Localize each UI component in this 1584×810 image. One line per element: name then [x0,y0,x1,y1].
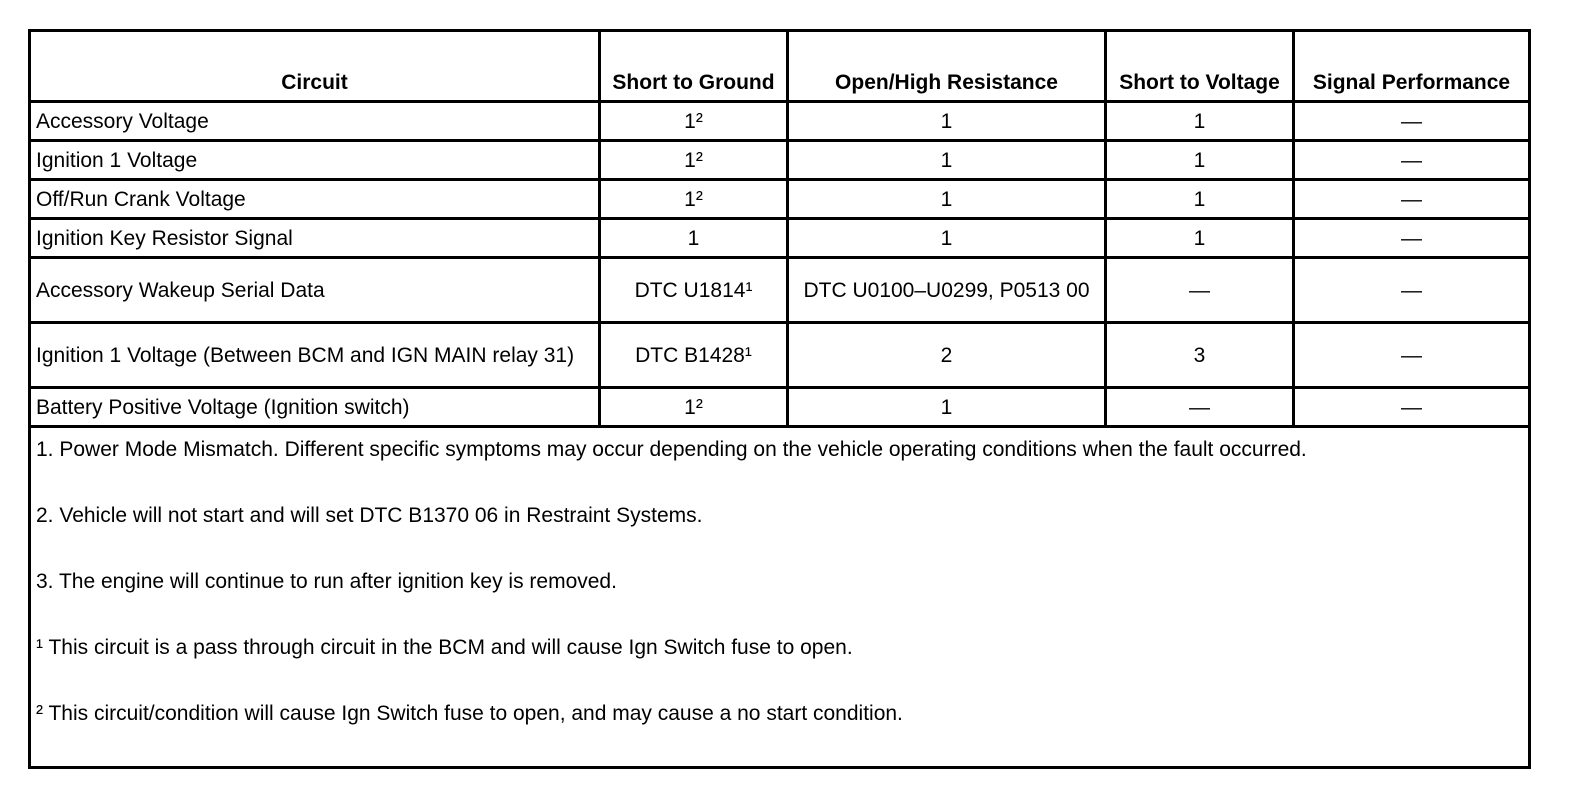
table-row [30,388,1530,427]
table-row [30,102,1530,141]
cell-open-high-resistance: 1 [788,141,1106,180]
cell-open-high-resistance: DTC U0100–U0299, P0513 00 [788,258,1106,323]
cell-signal-performance: — [1294,141,1530,180]
cell-open-high-resistance: 1 [788,219,1106,258]
cell-signal-performance: — [1294,323,1530,388]
footnotes-cell [30,427,1530,768]
cell-short-to-ground: 1² [600,141,788,180]
cell-short-to-ground: 1² [600,388,788,427]
cell-open-high-resistance: 1 [788,102,1106,141]
cell-signal-performance: — [1294,102,1530,141]
cell-open-high-resistance: 1 [788,388,1106,427]
footnotes-row [30,427,1530,768]
footnote-1: 1. Power Mode Mismatch. Different specific symptoms may occur depending on the vehicle operating conditions when the fault occurred. [36,438,1307,461]
header-circuit: Circuit [30,31,600,102]
cell-short-to-ground: DTC B1428¹ [600,323,788,388]
table-row [30,258,1530,323]
cell-signal-performance: — [1294,388,1530,427]
table-row [30,323,1530,388]
cell-short-to-voltage: 1 [1106,219,1294,258]
footnote-3: 3. The engine will continue to run after ignition key is removed. [36,570,617,593]
cell-short-to-voltage: 1 [1106,102,1294,141]
header-signal-performance: Signal Performance [1294,31,1530,102]
cell-circuit: Accessory Wakeup Serial Data [30,258,600,323]
cell-circuit: Ignition Key Resistor Signal [30,219,600,258]
table-row [30,219,1530,258]
cell-short-to-voltage: 1 [1106,141,1294,180]
cell-open-high-resistance: 2 [788,323,1106,388]
cell-short-to-voltage: 1 [1106,180,1294,219]
cell-signal-performance: — [1294,180,1530,219]
header-short-to-ground: Short to Ground [600,31,788,102]
cell-short-to-ground: 1² [600,102,788,141]
cell-open-high-resistance: 1 [788,180,1106,219]
header-short-to-voltage: Short to Voltage [1106,31,1294,102]
diagnostic-circuit-table [28,29,1531,769]
table-row [30,180,1530,219]
cell-circuit: Ignition 1 Voltage (Between BCM and IGN MAIN relay 31) [30,323,600,388]
cell-signal-performance: — [1294,258,1530,323]
cell-circuit: Accessory Voltage [30,102,600,141]
cell-circuit: Ignition 1 Voltage [30,141,600,180]
cell-signal-performance: — [1294,219,1530,258]
cell-short-to-voltage: — [1106,258,1294,323]
cell-short-to-ground: DTC U1814¹ [600,258,788,323]
footnote-superscript-2: ² This circuit/condition will cause Ign Switch fuse to open, and may cause a no start condition. [36,702,903,725]
header-open-high-resistance: Open/High Resistance [788,31,1106,102]
cell-circuit: Off/Run Crank Voltage [30,180,600,219]
table-row [30,141,1530,180]
footnote-2: 2. Vehicle will not start and will set DTC B1370 06 in Restraint Systems. [36,504,703,527]
cell-short-to-ground: 1 [600,219,788,258]
cell-short-to-voltage: 3 [1106,323,1294,388]
cell-short-to-voltage: — [1106,388,1294,427]
header-row [30,31,1530,102]
footnote-superscript-1: ¹ This circuit is a pass through circuit in the BCM and will cause Ign Switch fuse to open. [36,636,853,659]
cell-short-to-ground: 1² [600,180,788,219]
cell-circuit: Battery Positive Voltage (Ignition switch) [30,388,600,427]
